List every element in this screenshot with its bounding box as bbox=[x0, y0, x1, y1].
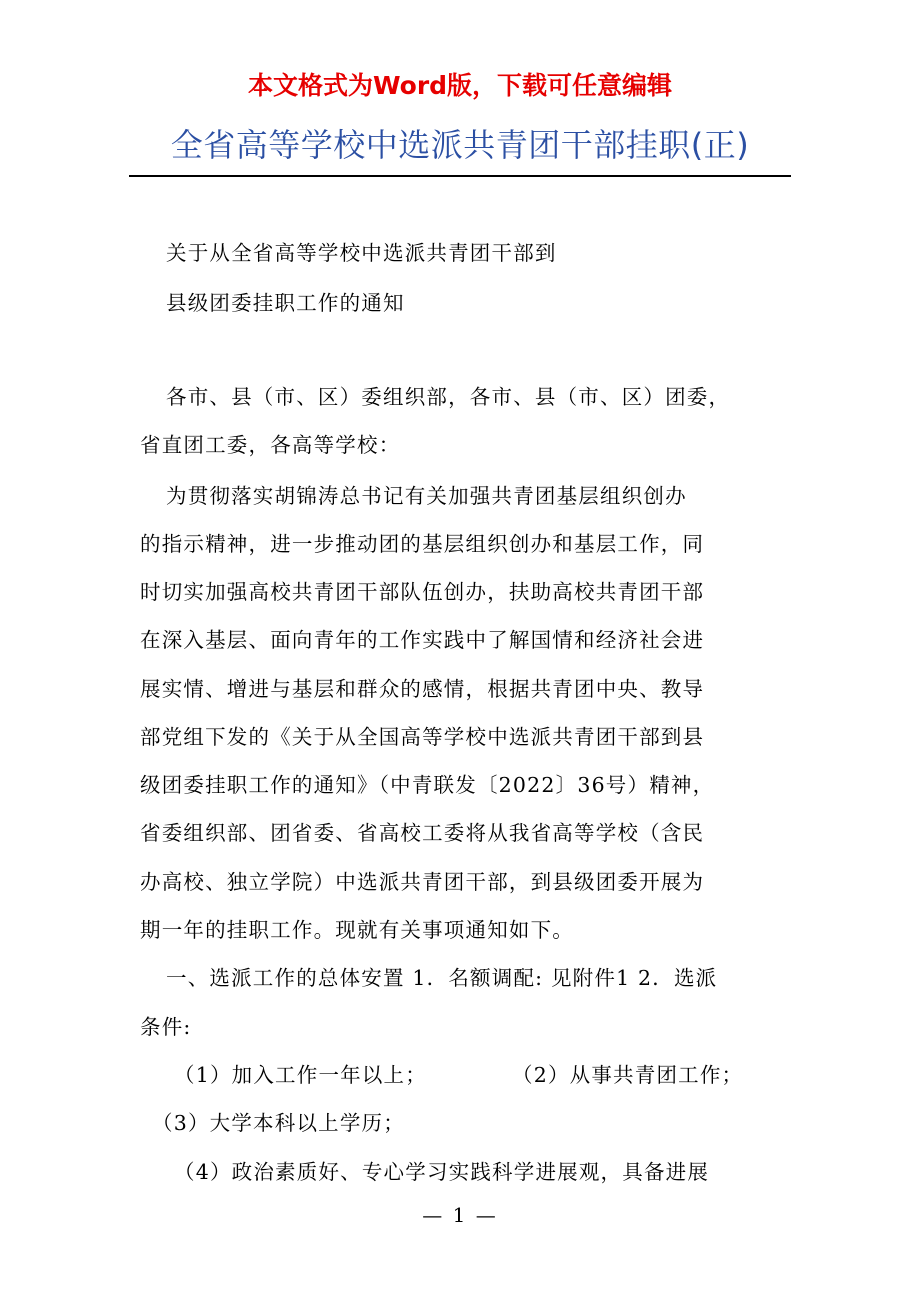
paragraph-line: 在深入基层、面向青年的工作实践中了解国情和经济社会进 bbox=[140, 628, 705, 652]
addressee-line: 省直团工委，各高等学校： bbox=[140, 433, 401, 457]
condition-item: （1）加入工作一年以上； bbox=[174, 1063, 427, 1087]
paragraph-line: 级团委挂职工作的通知》（中青联发〔2022〕36号）精神， bbox=[140, 773, 715, 797]
paragraph-line: 部党组下发的《关于从全国高等学校中选派共青团干部到县 bbox=[140, 725, 705, 749]
paragraph-line: 省委组织部、团省委、省高校工委将从我省高等学校（含民 bbox=[140, 821, 705, 845]
paragraph-line: 时切实加强高校共青团干部队伍创办，扶助高校共青团干部 bbox=[140, 580, 705, 604]
paragraph-line: 的指示精神，进一步推动团的基层组织创办和基层工作，同 bbox=[140, 532, 705, 556]
condition-item: （4）政治素质好、专心学习实践科学进展观，具备进展 bbox=[174, 1160, 710, 1184]
page-number: — 1 — bbox=[422, 1203, 498, 1227]
condition-item: （2）从事共青团工作； bbox=[512, 1063, 744, 1087]
notice-subtitle-line: 县级团委挂职工作的通知 bbox=[166, 291, 405, 315]
title-divider bbox=[129, 175, 791, 177]
addressee-line: 各市、县（市、区）委组织部，各市、县（市、区）团委， bbox=[166, 385, 731, 409]
paragraph-line: 期一年的挂职工作。现就有关事项通知如下。 bbox=[140, 918, 574, 942]
document-title: 全省高等学校中选派共青团干部挂职(正) bbox=[170, 126, 750, 164]
paragraph-line: 办高校、独立学院）中选派共青团干部，到县级团委开展为 bbox=[140, 870, 705, 894]
format-banner: 本文格式为Word版，下载可任意编辑 bbox=[247, 71, 673, 100]
section-heading-line: 一、选派工作的总体安置 1．名额调配: 见附件1 2．选派 bbox=[166, 966, 718, 990]
notice-subtitle-line: 关于从全省高等学校中选派共青团干部到 bbox=[166, 241, 557, 265]
paragraph-line: 为贯彻落实胡锦涛总书记有关加强共青团基层组织创办 bbox=[166, 484, 687, 508]
condition-item: （3）大学本科以上学历； bbox=[152, 1111, 405, 1135]
section-heading-line: 条件: bbox=[140, 1015, 192, 1039]
paragraph-line: 展实情、增进与基层和群众的感情，根据共青团中央、教导 bbox=[140, 677, 705, 701]
